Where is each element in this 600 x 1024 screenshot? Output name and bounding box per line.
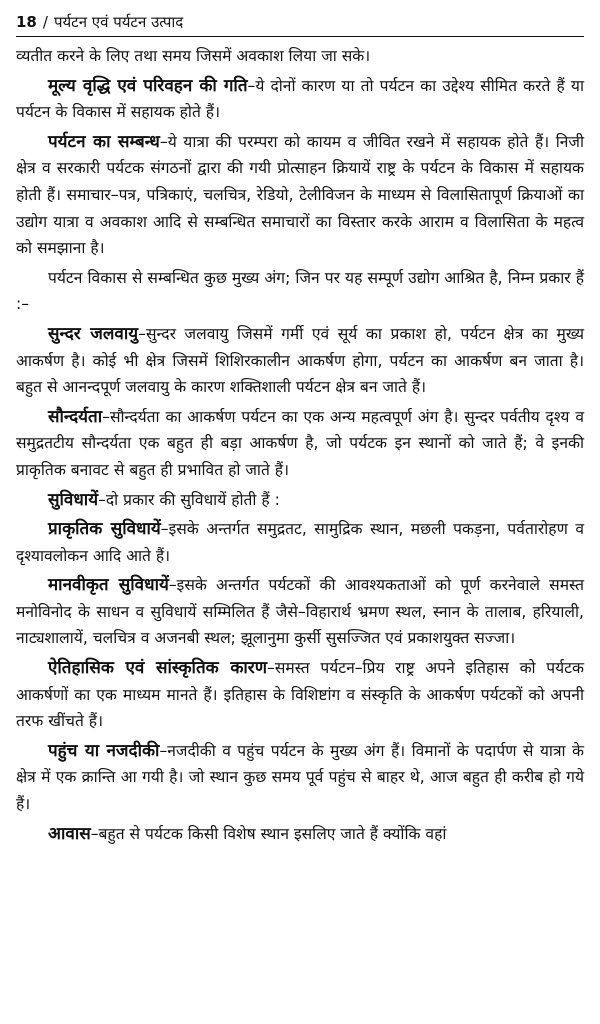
paragraph-term: मूल्य वृद्धि एवं परिवहन की गति bbox=[48, 75, 248, 96]
paragraph-term: पर्यटन का सम्बन्ध bbox=[48, 131, 160, 152]
paragraph-text: –समस्त पर्यटन–प्रिय राष्ट्र अपने इतिहास को पर्यटक आकर्षणों का एक माध्यम मानते हैं। इतिहास के विशिष्टांग व संस्कृति के आकर्षण पर्यटकों को अपनी तरफ खींचते हैं। bbox=[16, 659, 584, 731]
paragraph-6 bbox=[16, 404, 584, 484]
header-separator: / bbox=[42, 13, 48, 31]
paragraph-4 bbox=[16, 265, 584, 318]
paragraph-term: प्राकृतिक सुविधायें bbox=[48, 519, 161, 540]
paragraph-7 bbox=[16, 487, 584, 514]
paragraph-9 bbox=[16, 572, 584, 652]
running-title: पर्यटन एवं पर्यटन उत्पाद bbox=[53, 13, 184, 31]
paragraph-text: –सुन्दर जलवायु जिसमें गर्मी एवं सूर्य का प्रकाश हो, पर्यटन क्षेत्र का मुख्य आकर्षण है। कोई भी क्षेत्र जिसमें शिशिरकालीन आकर्षण होगा, पर्यटन का आकर्षण बन जाता है। बहुत से आनन्दपूर्ण जलवायु के कारण शक्तिशाली पर्यटन क्षेत्र बन जाते हैं। bbox=[16, 324, 584, 397]
paragraph-11 bbox=[16, 738, 584, 818]
paragraph-term: सौन्दर्यता bbox=[48, 406, 103, 427]
page-body bbox=[16, 43, 584, 847]
paragraph-text: –दो प्रकार की सुविधायें होती हैं : bbox=[98, 490, 280, 509]
page-number: 18 bbox=[16, 13, 37, 31]
paragraph-12 bbox=[16, 821, 584, 848]
paragraph-2 bbox=[16, 73, 584, 126]
paragraph-3 bbox=[16, 129, 584, 262]
paragraph-10 bbox=[16, 655, 584, 735]
paragraph-term: सुन्दर जलवायु bbox=[48, 323, 139, 344]
paragraph-8 bbox=[16, 516, 584, 569]
running-header bbox=[16, 12, 584, 32]
paragraph-term: पहुंच या नजदीकी bbox=[48, 740, 160, 761]
paragraph-5 bbox=[16, 321, 584, 401]
paragraph-text: पर्यटन विकास से सम्बन्धित कुछ मुख्य अंग; जिन पर यह सम्पूर्ण उद्योग आश्रित है, निम्न प्रकार हैं :– bbox=[16, 268, 584, 314]
paragraph-term: सुविधायें bbox=[48, 489, 99, 510]
paragraph-text: –सौन्दर्यता का आकर्षण पर्यटन का एक अन्य महत्वपूर्ण अंग है। सुन्दर पर्वतीय दृश्य व समुद्रतटीय सौन्दर्यता एक बहुत ही बड़ा आकर्षण है, जो पर्यटक इन स्थानों को जाते हैं; वे इनकी प्राकृतिक बनावट से बहुत ही प्रभावित हो जाते हैं। bbox=[16, 407, 584, 479]
paragraph-text: –इसके अन्तर्गत पर्यटकों की आवश्यकताओं को पूर्ण करनेवाले समस्त मनोविनोद के साधन व सुविधायें सम्मिलित हैं जैसे–विहारार्थ भ्रमण स्थल, स्नान के तालाब, हरियाली, नाट्यशालायें, चलचित्र व अजनबी स्थल; झूलानुमा कुर्सी सुसज्जित एवं प्रकाशयुक्त सज्जा। bbox=[16, 576, 584, 648]
paragraph-term: आवास bbox=[48, 823, 91, 844]
paragraph-text: –ये यात्रा की परम्परा को कायम व जीवित रखने में सहायक होते हैं। निजी क्षेत्र व सरकारी पर्यटक संगठनों द्वारा की गयी प्रोत्साहन क्रियायें राष्ट्र के पर्यटन के विकास में सहायक होती हैं। समाचार–पत्र, पत्रिकाएं, चलचित्र, रेडियो, टेलीविजन के माध्यम से विलासितापूर्ण क्रियाओं का उद्योग यात्रा व अवकाश आदि से सम्बन्धित समाचारों का विस्तार करके आराम व विलासिता के महत्व को समझाना है। bbox=[16, 132, 585, 258]
paragraph-term: मानवीकृत सुविधायें bbox=[48, 575, 169, 596]
paragraph-text: –ये दोनों कारण या तो पर्यटन का उद्देश्य सीमित करते हैं या पर्यटन के विकास में सहायक होते हैं। bbox=[16, 76, 584, 122]
paragraph-text: –नजदीकी व पहुंच पर्यटन के मुख्य अंग हैं। विमानों के पदार्पण से यात्रा के क्षेत्र में एक क्रान्ति आ गयी है। जो स्थान कुछ समय पूर्व पहुंच से बाहर थे, आज बहुत ही करीब हो गये हैं। bbox=[16, 741, 584, 814]
paragraph-text: व्यतीत करने के लिए तथा समय जिसमें अवकाश लिया जा सके। bbox=[16, 47, 371, 65]
paragraph-1 bbox=[16, 43, 584, 70]
paragraph-text: –बहुत से पर्यटक किसी विशेष स्थान इसलिए जाते हैं क्योंकि वहां bbox=[90, 824, 447, 843]
paragraph-text: –इसके अन्तर्गत समुद्रतट, सामुद्रिक स्थान, मछली पकड़ना, पर्वतारोहण व दृश्यावलोकन आदि आते हैं। bbox=[16, 520, 584, 565]
header-rule bbox=[16, 36, 584, 37]
paragraph-term: ऐतिहासिक एवं सांस्कृतिक कारण bbox=[48, 658, 268, 679]
